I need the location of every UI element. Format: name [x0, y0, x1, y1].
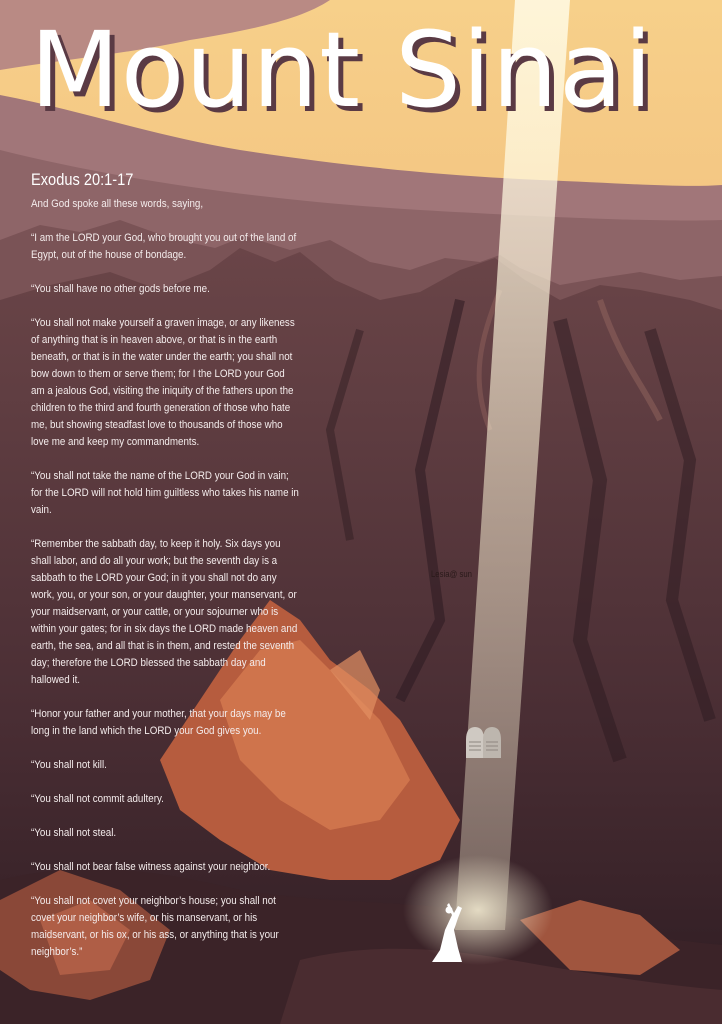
- verse-paragraph: “You shall not take the name of the LORD your God in vain; for the LORD will not hold him guiltless who takes his name in vain.: [31, 470, 299, 516]
- verse-paragraph: “Honor your father and your mother, that your days may be long in the land which the LORD your God gives you.: [31, 708, 286, 737]
- verse-paragraph: “Remember the sabbath day, to keep it holy. Six days you shall labor, and do all your work; but the seventh day is a sabbath to the LORD your God; in it you shall not do any work, you, or your son, or your daughter, your manservant, or your maidservant, or your cattle, or your sojourner who is within your gates; for in six days the LORD made heaven and earth, the sea, and all that is in them, and rested the seventh day; therefore the LORD blessed the sabbath day and hallowed it.: [31, 538, 298, 686]
- scripture-reference: Exodus 20:1-17: [31, 170, 134, 189]
- verse-paragraph: “You shall not kill.: [31, 759, 107, 771]
- verse-paragraph: “You shall not bear false witness against your neighbor.: [31, 861, 271, 873]
- light-glow: [403, 855, 553, 965]
- verse-paragraph: “You shall not steal.: [31, 827, 117, 839]
- verse-paragraph: “You shall not covet your neighbor’s house; you shall not covet your neighbor’s wife, or his manservant, or his maidservant, or his ox, or his ass, or anything that is your neighbor’s.”: [31, 895, 279, 958]
- verse-paragraph: “You shall have no other gods before me.: [31, 283, 210, 295]
- scripture-intro: And God spoke all these words, saying,: [31, 198, 204, 210]
- poster-title: Mount Sinai: [30, 9, 654, 131]
- verse-paragraph: “I am the LORD your God, who brought you out of the land of Egypt, out of the house of bondage.: [31, 232, 297, 261]
- verse-paragraph: “You shall not make yourself a graven image, or any likeness of anything that is in heaven above, or that is in the earth beneath, or that is in the water under the earth; you shall not bow down to them or serve them; for I the LORD your God am a jealous God, visiting the iniquity of the fathers upon the children to the third and fourth generation of those who hate me, but showing steadfast love to thousands of those who love me and keep my commandments.: [31, 317, 295, 448]
- artist-signature: Lesia@ sun: [431, 569, 472, 579]
- scripture-text: [31, 196, 299, 978]
- verse-paragraph: “You shall not commit adultery.: [31, 793, 164, 805]
